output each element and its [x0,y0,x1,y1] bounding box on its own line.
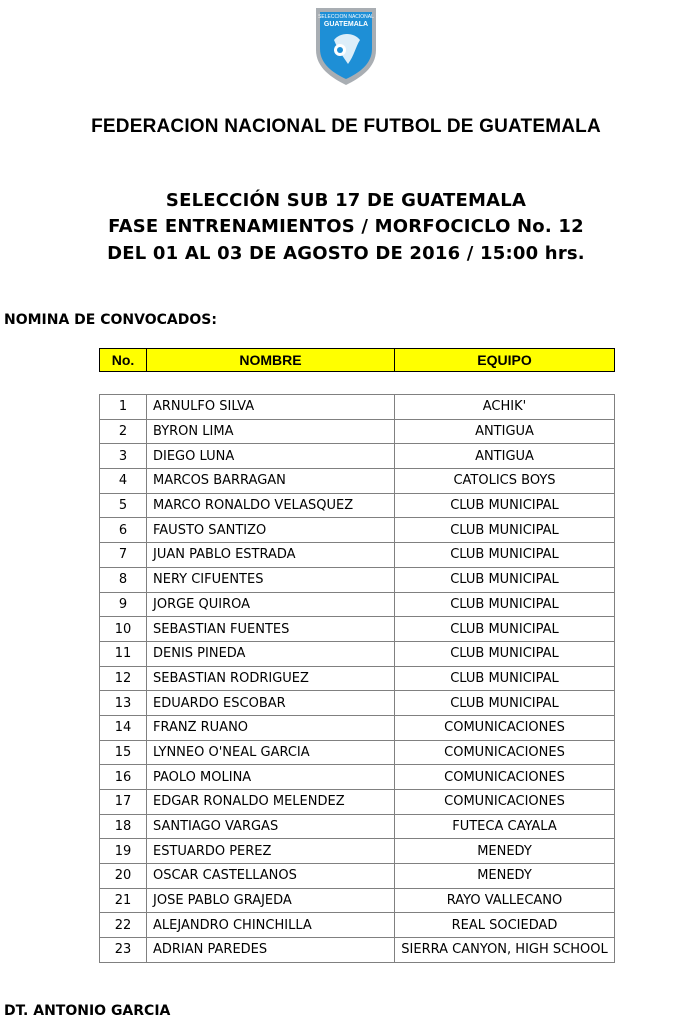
table-row [100,864,615,889]
table-row [100,888,615,913]
player-name: JOSE PABLO GRAJEDA [147,888,395,913]
date-title: DEL 01 AL 03 DE AGOSTO DE 2016 / 15:00 hrs. [107,243,585,264]
table-row [100,518,615,543]
player-number: 11 [100,641,147,666]
player-team: COMUNICACIONES [395,740,615,765]
player-number: 23 [100,938,147,963]
player-number: 14 [100,715,147,740]
player-team: ANTIGUA [395,419,615,444]
player-team: CLUB MUNICIPAL [395,518,615,543]
player-name: ESTUARDO PEREZ [147,839,395,864]
player-team: CATOLICS BOYS [395,469,615,494]
table-row [100,641,615,666]
player-name: SANTIAGO VARGAS [147,814,395,839]
table-row [100,543,615,568]
player-team: MENEDY [395,839,615,864]
player-number: 3 [100,444,147,469]
player-team: COMUNICACIONES [395,765,615,790]
guatemala-federation-logo [314,6,378,86]
player-team: CLUB MUNICIPAL [395,617,615,642]
player-name: EDUARDO ESCOBAR [147,691,395,716]
table-row [100,617,615,642]
player-name: SEBASTIAN RODRIGUEZ [147,666,395,691]
player-team: FUTECA CAYALA [395,814,615,839]
player-number: 12 [100,666,147,691]
table-row [100,444,615,469]
coach-name: DT. ANTONIO GARCIA [4,1003,171,1019]
federation-title: FEDERACION NACIONAL DE FUTBOL DE GUATEMALA [91,116,601,137]
nomina-label: NOMINA DE CONVOCADOS: [4,312,217,328]
table-row [100,814,615,839]
player-team: CLUB MUNICIPAL [395,592,615,617]
table-row [100,913,615,938]
player-team: CLUB MUNICIPAL [395,567,615,592]
player-number: 13 [100,691,147,716]
player-name: MARCO RONALDO VELASQUEZ [147,493,395,518]
player-number: 9 [100,592,147,617]
player-team: CLUB MUNICIPAL [395,691,615,716]
phase-title: FASE ENTRENAMIENTOS / MORFOCICLO No. 12 [108,216,584,237]
table-row [100,715,615,740]
player-name: ARNULFO SILVA [147,395,395,420]
player-team: COMUNICACIONES [395,715,615,740]
table-row [100,691,615,716]
table-row [100,765,615,790]
player-team: RAYO VALLECANO [395,888,615,913]
player-number: 7 [100,543,147,568]
player-number: 4 [100,469,147,494]
player-number: 21 [100,888,147,913]
player-name: DIEGO LUNA [147,444,395,469]
player-number: 19 [100,839,147,864]
player-team: ANTIGUA [395,444,615,469]
player-team: SIERRA CANYON, HIGH SCHOOL [395,938,615,963]
player-team: MENEDY [395,864,615,889]
logo-top-text: SELECCION NACIONAL [318,14,374,20]
player-name: DENIS PINEDA [147,641,395,666]
player-name: ALEJANDRO CHINCHILLA [147,913,395,938]
table-row [100,567,615,592]
player-team: ACHIK' [395,395,615,420]
player-name: FRANZ RUANO [147,715,395,740]
table-row [100,938,615,963]
player-team: CLUB MUNICIPAL [395,543,615,568]
player-number: 15 [100,740,147,765]
player-name: SEBASTIAN FUENTES [147,617,395,642]
table-row [100,395,615,420]
table-row [100,740,615,765]
player-name: NERY CIFUENTES [147,567,395,592]
player-name: JORGE QUIROA [147,592,395,617]
selection-title: SELECCIÓN SUB 17 DE GUATEMALA [165,190,527,211]
player-name: BYRON LIMA [147,419,395,444]
roster-header [99,348,615,372]
player-name: JUAN PABLO ESTRADA [147,543,395,568]
table-row [100,592,615,617]
header-nombre: NOMBRE [147,349,395,372]
player-name: EDGAR RONALDO MELENDEZ [147,790,395,815]
player-number: 5 [100,493,147,518]
player-number: 22 [100,913,147,938]
player-name: LYNNEO O'NEAL GARCIA [147,740,395,765]
player-team: CLUB MUNICIPAL [395,666,615,691]
table-row [100,419,615,444]
table-row [100,493,615,518]
header-no: No. [100,349,147,372]
player-name: MARCOS BARRAGAN [147,469,395,494]
player-number: 18 [100,814,147,839]
player-name: ADRIAN PAREDES [147,938,395,963]
player-name: FAUSTO SANTIZO [147,518,395,543]
table-row [100,839,615,864]
player-number: 16 [100,765,147,790]
player-number: 10 [100,617,147,642]
player-team: CLUB MUNICIPAL [395,641,615,666]
table-row [100,790,615,815]
player-number: 20 [100,864,147,889]
player-team: REAL SOCIEDAD [395,913,615,938]
table-row [100,666,615,691]
player-team: CLUB MUNICIPAL [395,493,615,518]
player-number: 6 [100,518,147,543]
player-team: COMUNICACIONES [395,790,615,815]
player-number: 17 [100,790,147,815]
logo-name-text: GUATEMALA [323,21,369,28]
player-name: PAOLO MOLINA [147,765,395,790]
table-row [100,469,615,494]
player-name: OSCAR CASTELLANOS [147,864,395,889]
player-number: 2 [100,419,147,444]
header-equipo: EQUIPO [395,349,615,372]
roster-table [99,394,615,963]
player-number: 1 [100,395,147,420]
player-number: 8 [100,567,147,592]
